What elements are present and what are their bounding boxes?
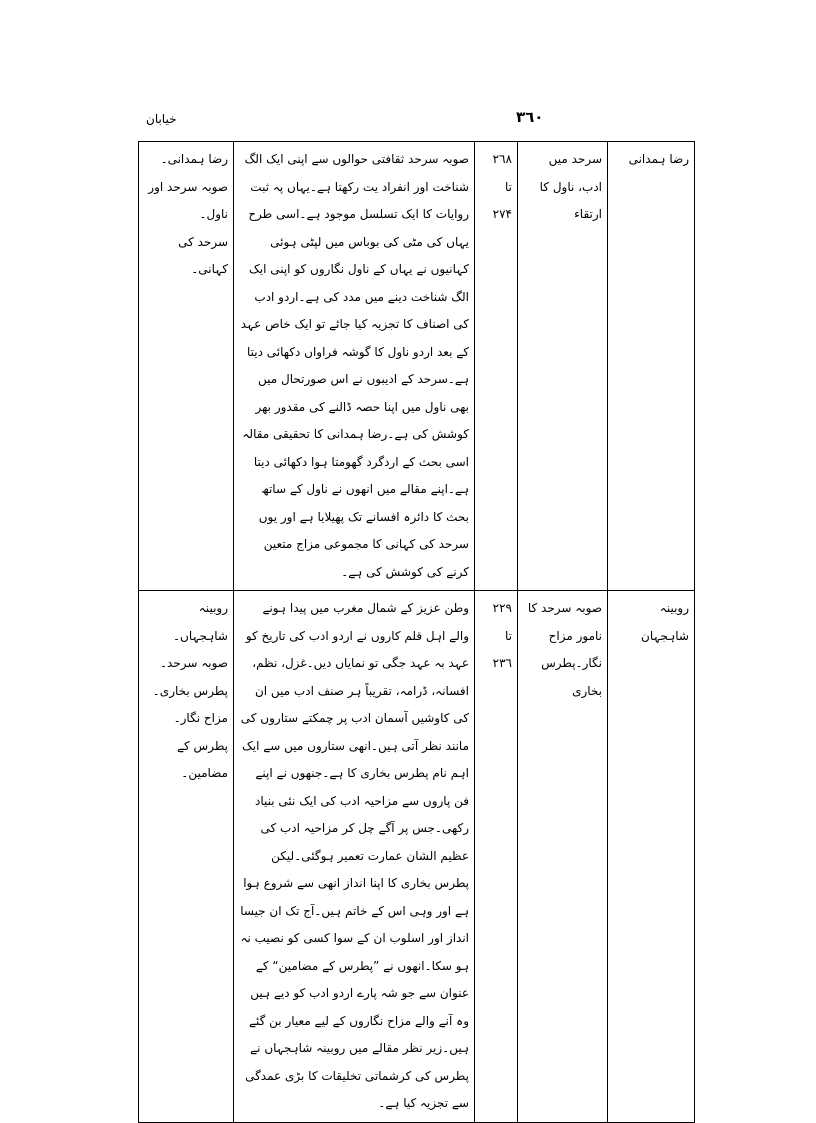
page-to: تا [505, 628, 512, 643]
page-start: ۲۲۹ [492, 601, 512, 615]
keyword: مزاح نگار۔ [173, 711, 228, 725]
keywords-cell [139, 142, 234, 591]
table-row [139, 142, 695, 591]
keyword: پطرس بخاری۔ [152, 683, 228, 698]
article-index-table [138, 141, 695, 1123]
page-end: ۲۳٦ [492, 656, 512, 670]
title-cell: صوبہ سرحد کا نامور مزاح نگار۔پطرس بخاری [518, 591, 608, 1123]
journal-name: خیابان [146, 112, 177, 126]
summary-cell: وطن عزیز کے شمال مغرب میں پیدا ہونے والے اہل قلم کاروں نے اردو ادب کی تاریخ کو عہد بہ عہد جگی تو نمایاں دیں۔غزل، نظم، افسانہ، ڈرامہ، تقریباً ہر صنف ادب میں ان کی کاوشیں آسمان ادب پر چمکتے ستاروں کی مانند نظر آتی ہیں۔انھی ستاروں میں سے ایک اہم نام پطرس بخاری کا ہے۔جنھوں نے اپنے فن پاروں سے مزاحیہ ادب کی ایک نئی بنیاد رکھی۔جس پر آگے چل کر مزاحیہ ادب کی عظیم الشان عمارت تعمیر ہوگئی۔لیکن پطرس بخاری کا اپنا انداز انھی سے شروع ہوا ہے اور وہی اس کے خاتم ہیں۔آج تک ان جیسا انداز اور اسلوب ان کے سوا کسی کو نصیب نہ ہو سکا۔انھوں نے ”پطرس کے مضامین“ کے عنوان سے جو شہ پارے اردو ادب کو دیے ہیں وہ آنے والے مزاح نگاروں کے لیے معیار بن گئے ہیں۔زیر نظر مقالے میں روبینہ شاہجہاں نے پطرس کی کرشماتی تخلیقات کا بڑی عمدگی سے تجزیہ کیا ہے۔ [234, 591, 475, 1123]
keyword: رضا ہمدانی۔ [160, 152, 228, 166]
page-start: ۲٦۸ [492, 152, 512, 166]
summary-cell: صوبہ سرحد ثقافتی حوالوں سے اپنی ایک الگ شناخت اور انفراد یت رکھتا ہے۔یہاں پہ ثبت روایات کا ایک تسلسل موجود ہے۔اسی طرح یہاں کی مٹی کی بوباس میں لپٹی ہوئی کہانیوں نے یہاں کے ناول نگاروں کو اپنی ایک الگ شناخت دینے میں مدد کی ہے۔اردو ادب کی اصناف کا تجزیہ کیا جائے تو ایک خاص عہد کے بعد اردو ناول کا گوشہ فراواں دکھائی دیتا ہے۔سرحد کے ادیبوں نے اس صورتحال میں بھی ناول میں اپنا حصہ ڈالنے کی مقدور بھر کوشش کی ہے۔رضا ہمدانی کا تحقیقی مقالہ اسی بحث کے اردگرد گھومتا ہوا دکھائی دیتا ہے۔اپنے مقالے میں انھوں نے ناول کے ساتھ بحث کا دائرہ افسانے تک پھیلایا ہے اور یوں سرحد کی کہانی کا مجموعی مزاج متعین کرنے کی کوشش کی ہے۔ [234, 142, 475, 591]
keyword: صوبہ سرحد اور ناول۔ [148, 179, 228, 221]
table-row [139, 591, 695, 1123]
pages-cell [475, 591, 518, 1123]
page-number: ۳٦۰ [516, 108, 544, 126]
page-header [138, 108, 688, 132]
page-to: تا [505, 179, 512, 194]
keywords-cell [139, 591, 234, 1123]
keyword: پطرس کے مضامین۔ [176, 738, 228, 780]
keyword: سرحد کی کہانی۔ [178, 234, 228, 276]
author-cell: روبینہ شاہجہان [608, 591, 695, 1123]
pages-cell [475, 142, 518, 591]
title-cell: سرحد میں ادب، ناول کا ارتقاء [518, 142, 608, 591]
page-end: ۲۷۴ [492, 207, 512, 221]
keyword: روبینہ شاہجہاں۔ [172, 601, 228, 643]
author-cell: رضا ہمدانی [608, 142, 695, 591]
keyword: صوبہ سرحد۔ [160, 656, 228, 670]
